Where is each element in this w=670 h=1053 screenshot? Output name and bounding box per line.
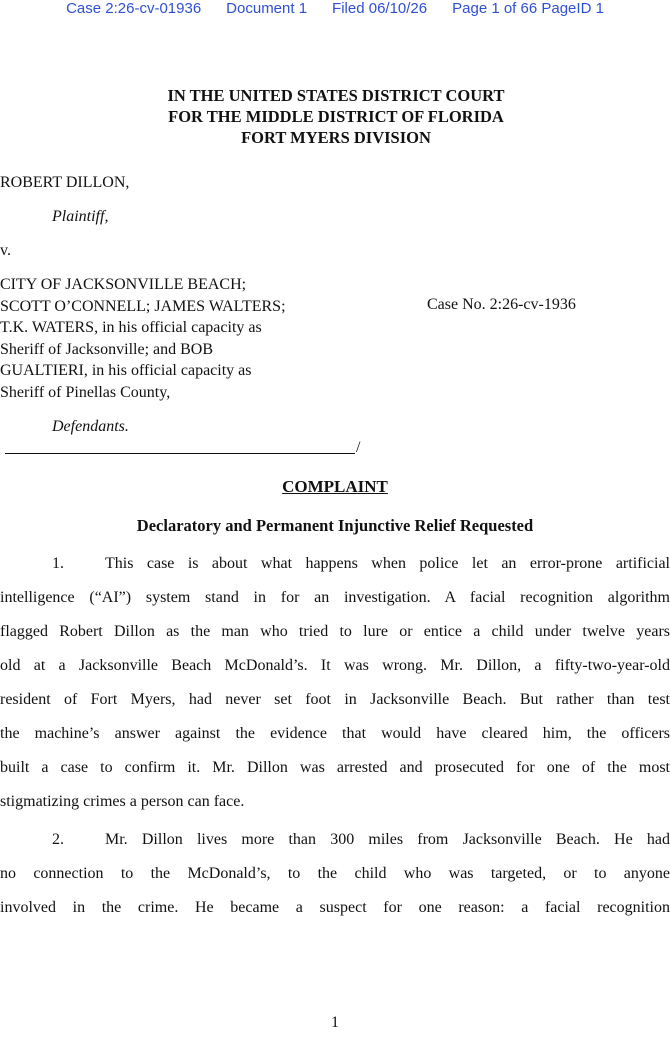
paragraph-line: built a case to confirm it. Mr. Dillon was arrested and prosecuted for one of the most (0, 759, 670, 776)
defendant-line: T.K. WATERS, in his official capacity as (0, 319, 262, 336)
paragraph-line: resident of Fort Myers, had never set foot in Jacksonville Beach. But rather than test (0, 691, 670, 708)
stamp-filed-date: Filed 06/10/26 (332, 0, 428, 17)
caption-slash: / (356, 439, 361, 456)
page-number: 1 (331, 1014, 339, 1031)
defendants-list (0, 274, 286, 403)
paragraph-line: stigmatizing crimes a person can face. (0, 793, 245, 810)
document-title: COMPLAINT (282, 477, 388, 496)
plaintiff-label: Plaintiff, (52, 208, 109, 225)
paragraph-line: intelligence (“AI”) system stand in for an investigation. A facial recognition algorithm (0, 589, 670, 606)
defendant-line: Sheriff of Jacksonville; and BOB (0, 340, 214, 358)
filing-stamp (0, 0, 670, 22)
court-line-2: FOR THE MIDDLE DISTRICT OF FLORIDA (168, 107, 504, 126)
paragraph-number: 2. (52, 831, 64, 848)
defendant-line: Sheriff of Pinellas County, (0, 383, 171, 401)
paragraph-line: 2. Mr. Dillon lives more than 300 miles from Jacksonville Beach. He had (0, 829, 670, 851)
defendant-line: CITY OF JACKSONVILLE BEACH; (0, 276, 247, 293)
relief-requested-heading: Declaratory and Permanent Injunctive Relief Requested (136, 516, 534, 535)
case-number: Case No. 2:26-cv-1936 (427, 296, 576, 313)
stamp-document: Document 1 (226, 0, 308, 17)
paragraph-number: 1. (52, 555, 64, 572)
paragraph-line: the machine’s answer against the evidence that would have cleared him, the officers (0, 725, 670, 742)
court-line-3: FORT MYERS DIVISION (241, 128, 431, 147)
versus: v. (0, 242, 11, 259)
paragraph-line: involved in the crime. He became a suspect for one reason: a facial recognition (0, 899, 670, 916)
paragraph-line: flagged Robert Dillon as the man who tried to lure or entice a child under twelve years (0, 623, 670, 640)
paragraph-line: 1. This case is about what happens when police let an error-prone artificial (0, 553, 670, 575)
defendant-line: SCOTT O’CONNELL; JAMES WALTERS; (0, 297, 286, 315)
stamp-page-id: Page 1 of 66 PageID 1 (452, 0, 604, 17)
court-line-1: IN THE UNITED STATES DISTRICT COURT (167, 86, 505, 105)
court-heading (0, 85, 670, 148)
defendants-label: Defendants. (52, 418, 129, 435)
defendant-line: GUALTIERI, in his official capacity as (0, 362, 252, 379)
plaintiff-name: ROBERT DILLON, (0, 174, 130, 191)
paragraph-line: no connection to the McDonald’s, to the child who was targeted, or to anyone (0, 865, 670, 882)
paragraph-line: old at a Jacksonville Beach McDonald’s. It was wrong. Mr. Dillon, a fifty-two-year-old (0, 657, 670, 674)
caption-rule (5, 453, 355, 454)
stamp-case-number: Case 2:26-cv-01936 (66, 0, 202, 17)
